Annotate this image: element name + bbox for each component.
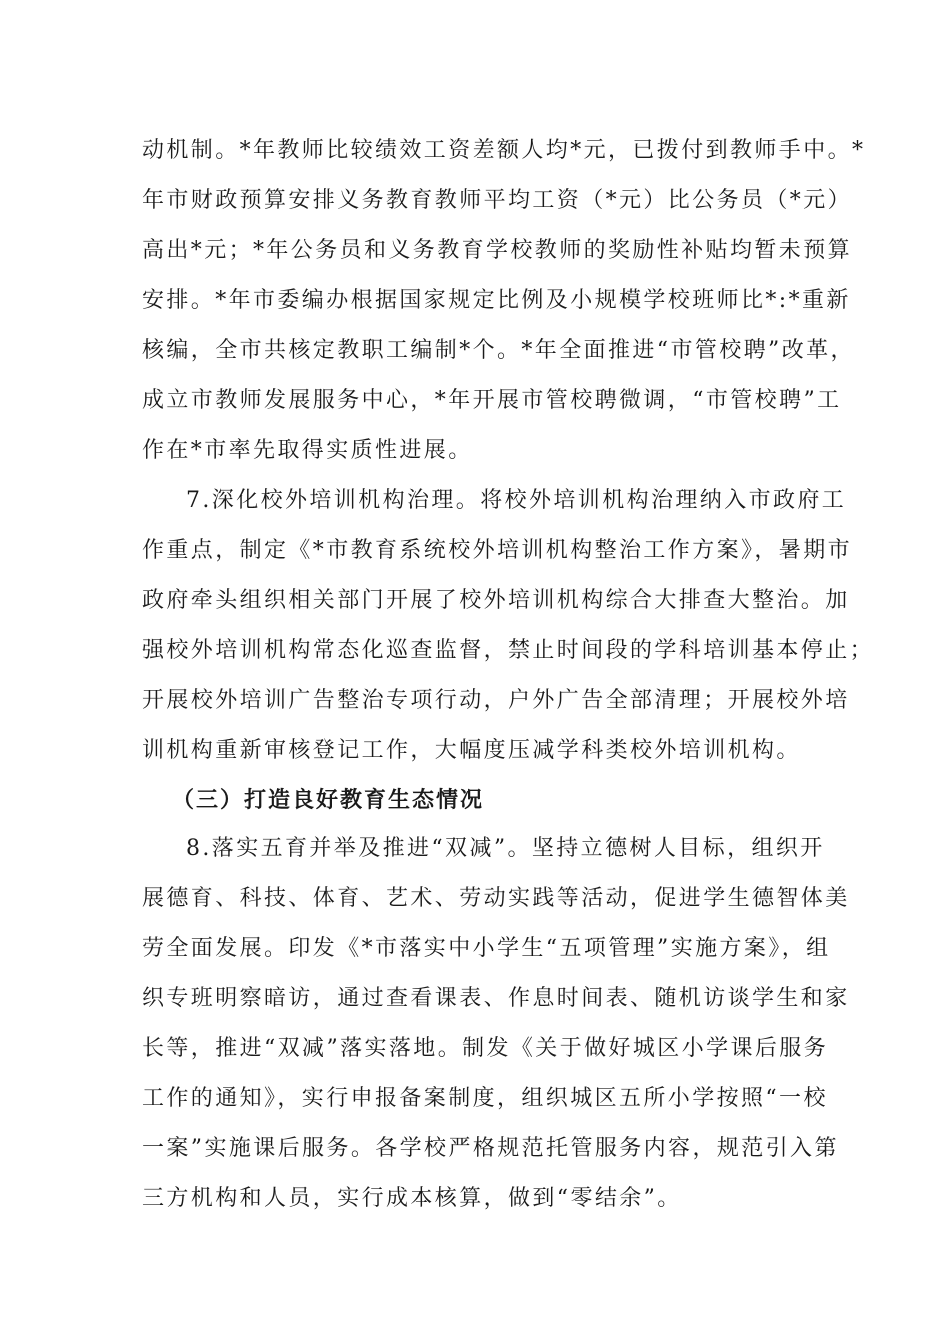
paragraph-line: 开展校外培训广告整治专项行动，户外广告全部清理；开展校外培 [142,688,850,713]
section-heading: （三）打造良好教育生态情况 [172,787,485,813]
paragraph-line: 训机构重新审核登记工作，大幅度压减学科类校外培训机构。 [142,738,801,763]
paragraph-line: 成立市教师发展服务中心，*年开展市管校聘微调，“市管校聘”工 [142,388,842,413]
paragraph-line: 强校外培训机构常态化巡查监督，禁止时间段的学科培训基本停止； [142,638,875,663]
paragraph-line: 展德育、科技、体育、艺术、劳动实践等活动，促进学生德智体美 [142,886,850,911]
paragraph-line: 作在*市率先取得实质性进展。 [142,438,473,463]
paragraph-line: 织专班明察暗访，通过查看课表、作息时间表、随机访谈学生和家 [142,986,850,1011]
paragraph-line: 作重点，制定《*市教育系统校外培训机构整治工作方案》，暑期市 [142,538,853,563]
paragraph-line: 安排。*年市委编办根据国家规定比例及小规模学校班师比*:*重新 [142,288,851,313]
paragraph-line: 8.落实五育并举及推进“双减”。坚持立德树人目标，组织开 [186,836,825,861]
paragraph-line: 7.深化校外培训机构治理。将校外培训机构治理纳入市政府工 [186,488,847,513]
paragraph-line: 高出*元；*年公务员和义务教育学校教师的奖励性补贴均暂未预算 [142,238,853,263]
paragraph-line: 工作的通知》，实行申报备案制度，组织城区五所小学按照“一校 [142,1086,828,1111]
paragraph-line: 三方机构和人员，实行成本核算，做到“零结余”。 [142,1186,682,1211]
paragraph-line: 政府牵头组织相关部门开展了校外培训机构综合大排查大整治。加 [142,588,850,613]
paragraph-line: 劳全面发展。印发《*市落实中小学生“五项管理”实施方案》，组 [142,936,831,961]
paragraph-line: 一案”实施课后服务。各学校严格规范托管服务内容，规范引入第 [142,1136,839,1161]
paragraph-line: 核编，全市共核定教职工编制*个。*年全面推进“市管校聘”改革， [142,338,855,363]
paragraph-line: 年市财政预算安排义务教育教师平均工资（*元）比公务员（*元） [142,188,853,213]
paragraph-line: 长等，推进“双减”落实落地。制发《关于做好城区小学课后服务 [142,1036,829,1061]
paragraph-line: 动机制。*年教师比较绩效工资差额人均*元，已拨付到教师手中。* [142,138,866,163]
